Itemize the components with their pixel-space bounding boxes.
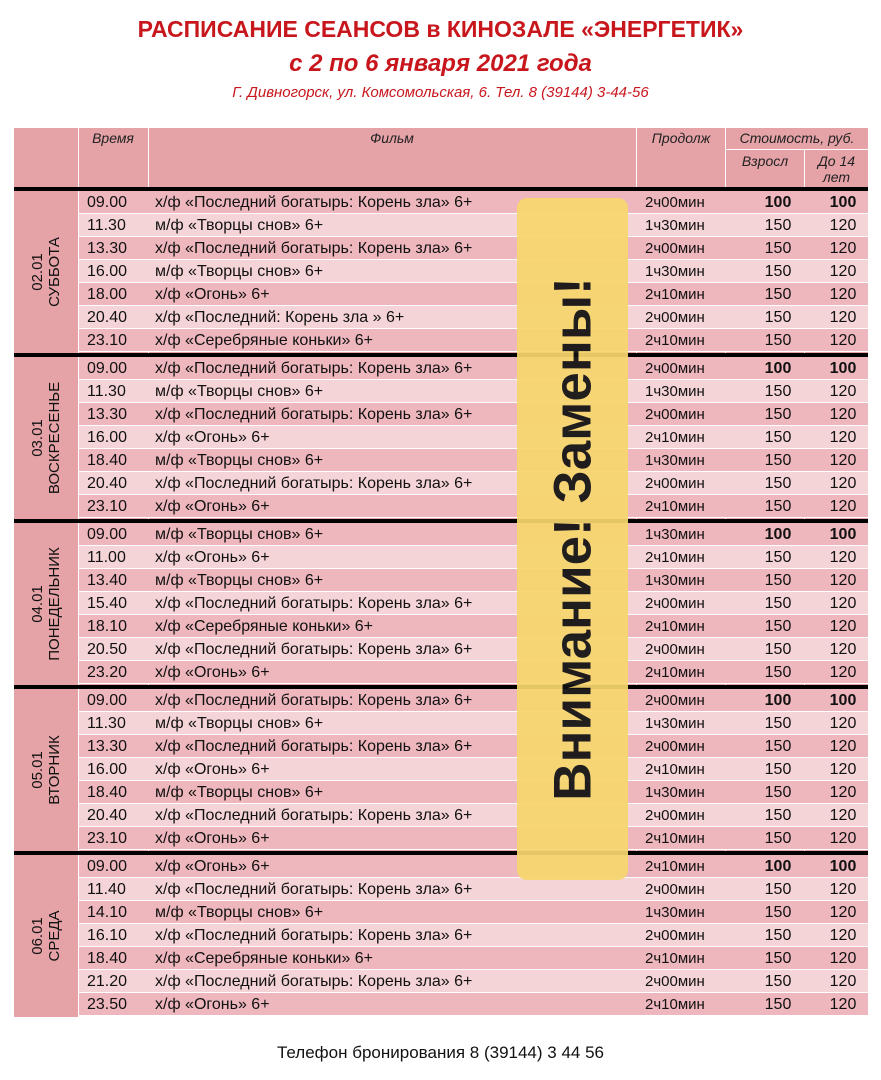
session-row (79, 329, 868, 352)
session-price-child: 120 (829, 332, 857, 349)
session-row (79, 546, 868, 569)
session-time: 09.00 (87, 858, 128, 875)
session-price-child: 120 (829, 475, 857, 492)
session-film: х/ф «Последний богатырь: Корень зла» 6+ (155, 475, 473, 492)
day-label-cell (14, 191, 78, 353)
day-label-cell (14, 689, 78, 851)
day-label-cell (14, 523, 78, 685)
session-film: х/ф «Последний богатырь: Корень зла» 6+ (155, 240, 473, 257)
session-price-child: 120 (829, 217, 857, 234)
session-film: х/ф «Огонь» 6+ (155, 664, 270, 681)
day-label: 02.01 СУББОТА (29, 237, 63, 307)
session-price-adult: 150 (764, 595, 792, 612)
replacement-notice-text: Внимание! Замены! (543, 277, 602, 801)
session-time: 23.10 (87, 332, 128, 349)
session-time: 16.00 (87, 263, 128, 280)
session-price-adult: 150 (764, 406, 792, 423)
session-duration: 2ч00мин (645, 406, 705, 423)
session-time: 15.40 (87, 595, 128, 612)
session-film: м/ф «Творцы снов» 6+ (155, 572, 324, 589)
schedule-table (14, 128, 868, 1016)
session-film: х/ф «Серебряные коньки» 6+ (155, 618, 374, 635)
session-time: 23.10 (87, 498, 128, 515)
session-duration: 2ч00мин (645, 641, 705, 658)
session-price-child: 120 (829, 263, 857, 280)
session-price-adult: 150 (764, 475, 792, 492)
session-film: м/ф «Творцы снов» 6+ (155, 904, 324, 921)
session-duration: 1ч30мин (645, 383, 705, 400)
session-time: 11.30 (87, 383, 126, 400)
session-time: 09.00 (87, 692, 128, 709)
session-time: 11.30 (87, 217, 126, 234)
session-price-child: 120 (829, 973, 857, 990)
session-film: х/ф «Последний богатырь: Корень зла» 6+ (155, 738, 473, 755)
column-header-price: Стоимость, руб. (739, 130, 855, 146)
session-time: 20.40 (87, 475, 128, 492)
day-label: 03.01 ВОСКРЕСЕНЬЕ (29, 381, 63, 495)
session-row (79, 924, 868, 947)
session-time: 09.00 (87, 194, 128, 211)
session-duration: 2ч00мин (645, 738, 705, 755)
session-price-child: 100 (829, 858, 857, 875)
session-time: 20.50 (87, 641, 128, 658)
session-row (79, 523, 868, 546)
session-price-child: 100 (829, 360, 857, 377)
session-film: х/ф «Серебряные коньки» 6+ (155, 950, 374, 967)
session-time: 16.00 (87, 429, 128, 446)
session-film: х/ф «Огонь» 6+ (155, 549, 270, 566)
session-film: х/ф «Серебряные коньки» 6+ (155, 332, 374, 349)
session-row (79, 970, 868, 993)
schedule-dates: с 2 по 6 января 2021 года (289, 50, 592, 77)
session-row (79, 878, 868, 901)
session-film: м/ф «Творцы снов» 6+ (155, 715, 324, 732)
session-price-adult: 150 (764, 572, 792, 589)
session-price-child: 120 (829, 784, 857, 801)
session-row (79, 191, 868, 214)
session-time: 13.30 (87, 240, 128, 257)
session-price-adult: 100 (764, 194, 792, 211)
session-price-child: 120 (829, 996, 857, 1013)
session-price-child: 120 (829, 618, 857, 635)
session-time: 11.40 (87, 881, 126, 898)
session-row (79, 638, 868, 661)
session-duration: 2ч10мин (645, 618, 705, 635)
session-duration: 2ч00мин (645, 475, 705, 492)
session-price-child: 120 (829, 641, 857, 658)
session-row (79, 592, 868, 615)
session-film: х/ф «Огонь» 6+ (155, 996, 270, 1013)
session-price-child: 100 (829, 526, 857, 543)
session-time: 11.00 (87, 549, 126, 566)
session-row (79, 827, 868, 850)
session-price-adult: 150 (764, 881, 792, 898)
session-duration: 2ч10мин (645, 429, 705, 446)
session-price-adult: 100 (764, 526, 792, 543)
replacement-notice-banner (517, 198, 628, 880)
session-duration: 1ч30мин (645, 572, 705, 589)
session-price-child: 120 (829, 664, 857, 681)
session-time: 18.40 (87, 784, 128, 801)
session-row (79, 689, 868, 712)
session-film: х/ф «Последний богатырь: Корень зла» 6+ (155, 807, 473, 824)
column-header-film: Фильм (370, 130, 414, 146)
session-time: 13.40 (87, 572, 128, 589)
session-row (79, 260, 868, 283)
session-film: х/ф «Последний богатырь: Корень зла» 6+ (155, 692, 473, 709)
day-label: 04.01 ПОНЕДЕЛЬНИК (29, 547, 63, 661)
session-time: 09.00 (87, 360, 128, 377)
session-row (79, 357, 868, 380)
session-time: 18.40 (87, 950, 128, 967)
column-header-time: Время (92, 130, 134, 146)
session-duration: 2ч10мин (645, 498, 705, 515)
session-time: 13.30 (87, 738, 128, 755)
session-duration: 1ч30мин (645, 904, 705, 921)
session-time: 11.30 (87, 715, 126, 732)
session-time: 16.00 (87, 761, 128, 778)
session-price-child: 120 (829, 761, 857, 778)
session-duration: 2ч00мин (645, 927, 705, 944)
session-price-adult: 150 (764, 996, 792, 1013)
session-price-child: 120 (829, 950, 857, 967)
session-price-child: 120 (829, 904, 857, 921)
session-film: м/ф «Творцы снов» 6+ (155, 383, 324, 400)
session-duration: 2ч10мин (645, 549, 705, 566)
session-time: 20.40 (87, 807, 128, 824)
session-duration: 2ч10мин (645, 332, 705, 349)
session-row (79, 449, 868, 472)
session-time: 21.20 (87, 973, 128, 990)
session-film: х/ф «Огонь» 6+ (155, 429, 270, 446)
session-duration: 2ч00мин (645, 807, 705, 824)
session-time: 23.50 (87, 996, 128, 1013)
session-duration: 2ч10мин (645, 830, 705, 847)
session-price-adult: 150 (764, 332, 792, 349)
session-film: х/ф «Последний богатырь: Корень зла» 6+ (155, 360, 473, 377)
session-price-child: 120 (829, 286, 857, 303)
session-time: 20.40 (87, 309, 128, 326)
session-price-child: 120 (829, 738, 857, 755)
session-film: х/ф «Последний богатырь: Корень зла» 6+ (155, 641, 473, 658)
session-duration: 1ч30мин (645, 217, 705, 234)
session-duration: 1ч30мин (645, 784, 705, 801)
session-row (79, 403, 868, 426)
session-duration: 2ч00мин (645, 881, 705, 898)
session-duration: 2ч10мин (645, 761, 705, 778)
session-row (79, 380, 868, 403)
session-film: х/ф «Огонь» 6+ (155, 830, 270, 847)
session-time: 18.10 (87, 618, 128, 635)
session-row (79, 495, 868, 518)
booking-phone: Телефон бронирования 8 (39144) 3 44 56 (276, 1043, 604, 1062)
session-row (79, 237, 868, 260)
session-duration: 1ч30мин (645, 452, 705, 469)
session-row (79, 283, 868, 306)
session-price-child: 120 (829, 309, 857, 326)
column-header-duration: Продолж (651, 130, 711, 146)
session-price-child: 120 (829, 429, 857, 446)
session-duration: 2ч00мин (645, 692, 705, 709)
session-price-adult: 100 (764, 360, 792, 377)
session-row (79, 426, 868, 449)
session-duration: 1ч30мин (645, 715, 705, 732)
session-price-adult: 150 (764, 240, 792, 257)
session-film: х/ф «Последний богатырь: Корень зла» 6+ (155, 927, 473, 944)
session-price-child: 120 (829, 927, 857, 944)
session-price-child: 120 (829, 406, 857, 423)
session-price-adult: 150 (764, 286, 792, 303)
session-film: х/ф «Огонь» 6+ (155, 858, 270, 875)
session-film: м/ф «Творцы снов» 6+ (155, 263, 324, 280)
session-film: х/ф «Последний богатырь: Корень зла» 6+ (155, 194, 473, 211)
session-price-adult: 150 (764, 738, 792, 755)
session-row (79, 947, 868, 970)
session-price-child: 120 (829, 498, 857, 515)
session-time: 09.00 (87, 526, 128, 543)
session-film: м/ф «Творцы снов» 6+ (155, 452, 324, 469)
session-price-child: 100 (829, 692, 857, 709)
session-price-adult: 150 (764, 807, 792, 824)
session-price-adult: 150 (764, 618, 792, 635)
session-row (79, 472, 868, 495)
session-film: х/ф «Огонь» 6+ (155, 498, 270, 515)
session-row (79, 758, 868, 781)
session-price-adult: 150 (764, 950, 792, 967)
session-price-adult: 150 (764, 973, 792, 990)
session-duration: 2ч00мин (645, 595, 705, 612)
day-label-cell (14, 357, 78, 519)
schedule-title: РАСПИСАНИЕ СЕАНСОВ в КИНОЗАЛЕ «ЭНЕРГЕТИК» (137, 16, 744, 42)
session-film: х/ф «Последний: Корень зла » 6+ (155, 309, 405, 326)
session-duration: 2ч10мин (645, 996, 705, 1013)
session-row (79, 661, 868, 684)
session-row (79, 569, 868, 592)
session-duration: 1ч30мин (645, 526, 705, 543)
session-time: 13.30 (87, 406, 128, 423)
session-film: х/ф «Последний богатырь: Корень зла» 6+ (155, 881, 473, 898)
session-time: 23.10 (87, 830, 128, 847)
session-duration: 1ч30мин (645, 263, 705, 280)
session-film: х/ф «Последний богатырь: Корень зла» 6+ (155, 973, 473, 990)
cinema-address: Г. Дивногорск, ул. Комсомольская, 6. Тел. 8 (39144) 3-44-56 (232, 84, 649, 101)
session-duration: 2ч00мин (645, 194, 705, 211)
session-film: м/ф «Творцы снов» 6+ (155, 526, 324, 543)
session-price-adult: 150 (764, 263, 792, 280)
session-film: м/ф «Творцы снов» 6+ (155, 217, 324, 234)
day-label: 05.01 ВТОРНИК (29, 735, 63, 805)
day-label-cell (14, 855, 78, 1017)
session-price-child: 120 (829, 452, 857, 469)
session-film: х/ф «Огонь» 6+ (155, 286, 270, 303)
session-price-adult: 150 (764, 830, 792, 847)
session-row (79, 804, 868, 827)
session-price-child: 120 (829, 549, 857, 566)
session-price-adult: 100 (764, 692, 792, 709)
session-price-adult: 150 (764, 715, 792, 732)
session-price-child: 120 (829, 881, 857, 898)
day-label: 06.01 СРЕДА (29, 910, 63, 962)
session-duration: 2ч10мин (645, 286, 705, 303)
session-time: 16.10 (87, 927, 128, 944)
session-price-adult: 150 (764, 309, 792, 326)
session-row (79, 615, 868, 638)
session-price-adult: 150 (764, 761, 792, 778)
session-price-adult: 150 (764, 217, 792, 234)
session-film: м/ф «Творцы снов» 6+ (155, 784, 324, 801)
session-row (79, 306, 868, 329)
session-price-adult: 150 (764, 641, 792, 658)
session-film: х/ф «Последний богатырь: Корень зла» 6+ (155, 595, 473, 612)
session-film: х/ф «Огонь» 6+ (155, 761, 270, 778)
session-price-child: 120 (829, 830, 857, 847)
session-duration: 2ч10мин (645, 858, 705, 875)
session-film: х/ф «Последний богатырь: Корень зла» 6+ (155, 406, 473, 423)
session-row (79, 993, 868, 1016)
session-time: 18.00 (87, 286, 128, 303)
session-time: 18.40 (87, 452, 128, 469)
session-price-child: 120 (829, 595, 857, 612)
session-duration: 2ч00мин (645, 360, 705, 377)
session-row (79, 214, 868, 237)
session-duration: 2ч10мин (645, 664, 705, 681)
session-price-child: 120 (829, 715, 857, 732)
session-price-child: 100 (829, 194, 857, 211)
session-price-adult: 150 (764, 452, 792, 469)
session-duration: 2ч00мин (645, 240, 705, 257)
session-price-child: 120 (829, 807, 857, 824)
session-price-adult: 150 (764, 927, 792, 944)
session-duration: 2ч00мин (645, 309, 705, 326)
session-price-adult: 150 (764, 904, 792, 921)
session-price-child: 120 (829, 240, 857, 257)
session-price-adult: 100 (764, 858, 792, 875)
session-price-adult: 150 (764, 429, 792, 446)
session-price-adult: 150 (764, 498, 792, 515)
session-price-adult: 150 (764, 784, 792, 801)
session-row (79, 735, 868, 758)
session-price-child: 120 (829, 383, 857, 400)
column-header-adult: Взросл (741, 153, 789, 169)
column-header-child: До 14 лет (817, 153, 856, 185)
session-price-adult: 150 (764, 664, 792, 681)
session-row (79, 781, 868, 804)
session-price-child: 120 (829, 572, 857, 589)
session-duration: 2ч10мин (645, 950, 705, 967)
session-time: 14.10 (87, 904, 128, 921)
session-price-adult: 150 (764, 549, 792, 566)
session-price-adult: 150 (764, 383, 792, 400)
session-row (79, 901, 868, 924)
session-duration: 2ч00мин (645, 973, 705, 990)
session-row (79, 855, 868, 878)
session-time: 23.20 (87, 664, 128, 681)
session-row (79, 712, 868, 735)
